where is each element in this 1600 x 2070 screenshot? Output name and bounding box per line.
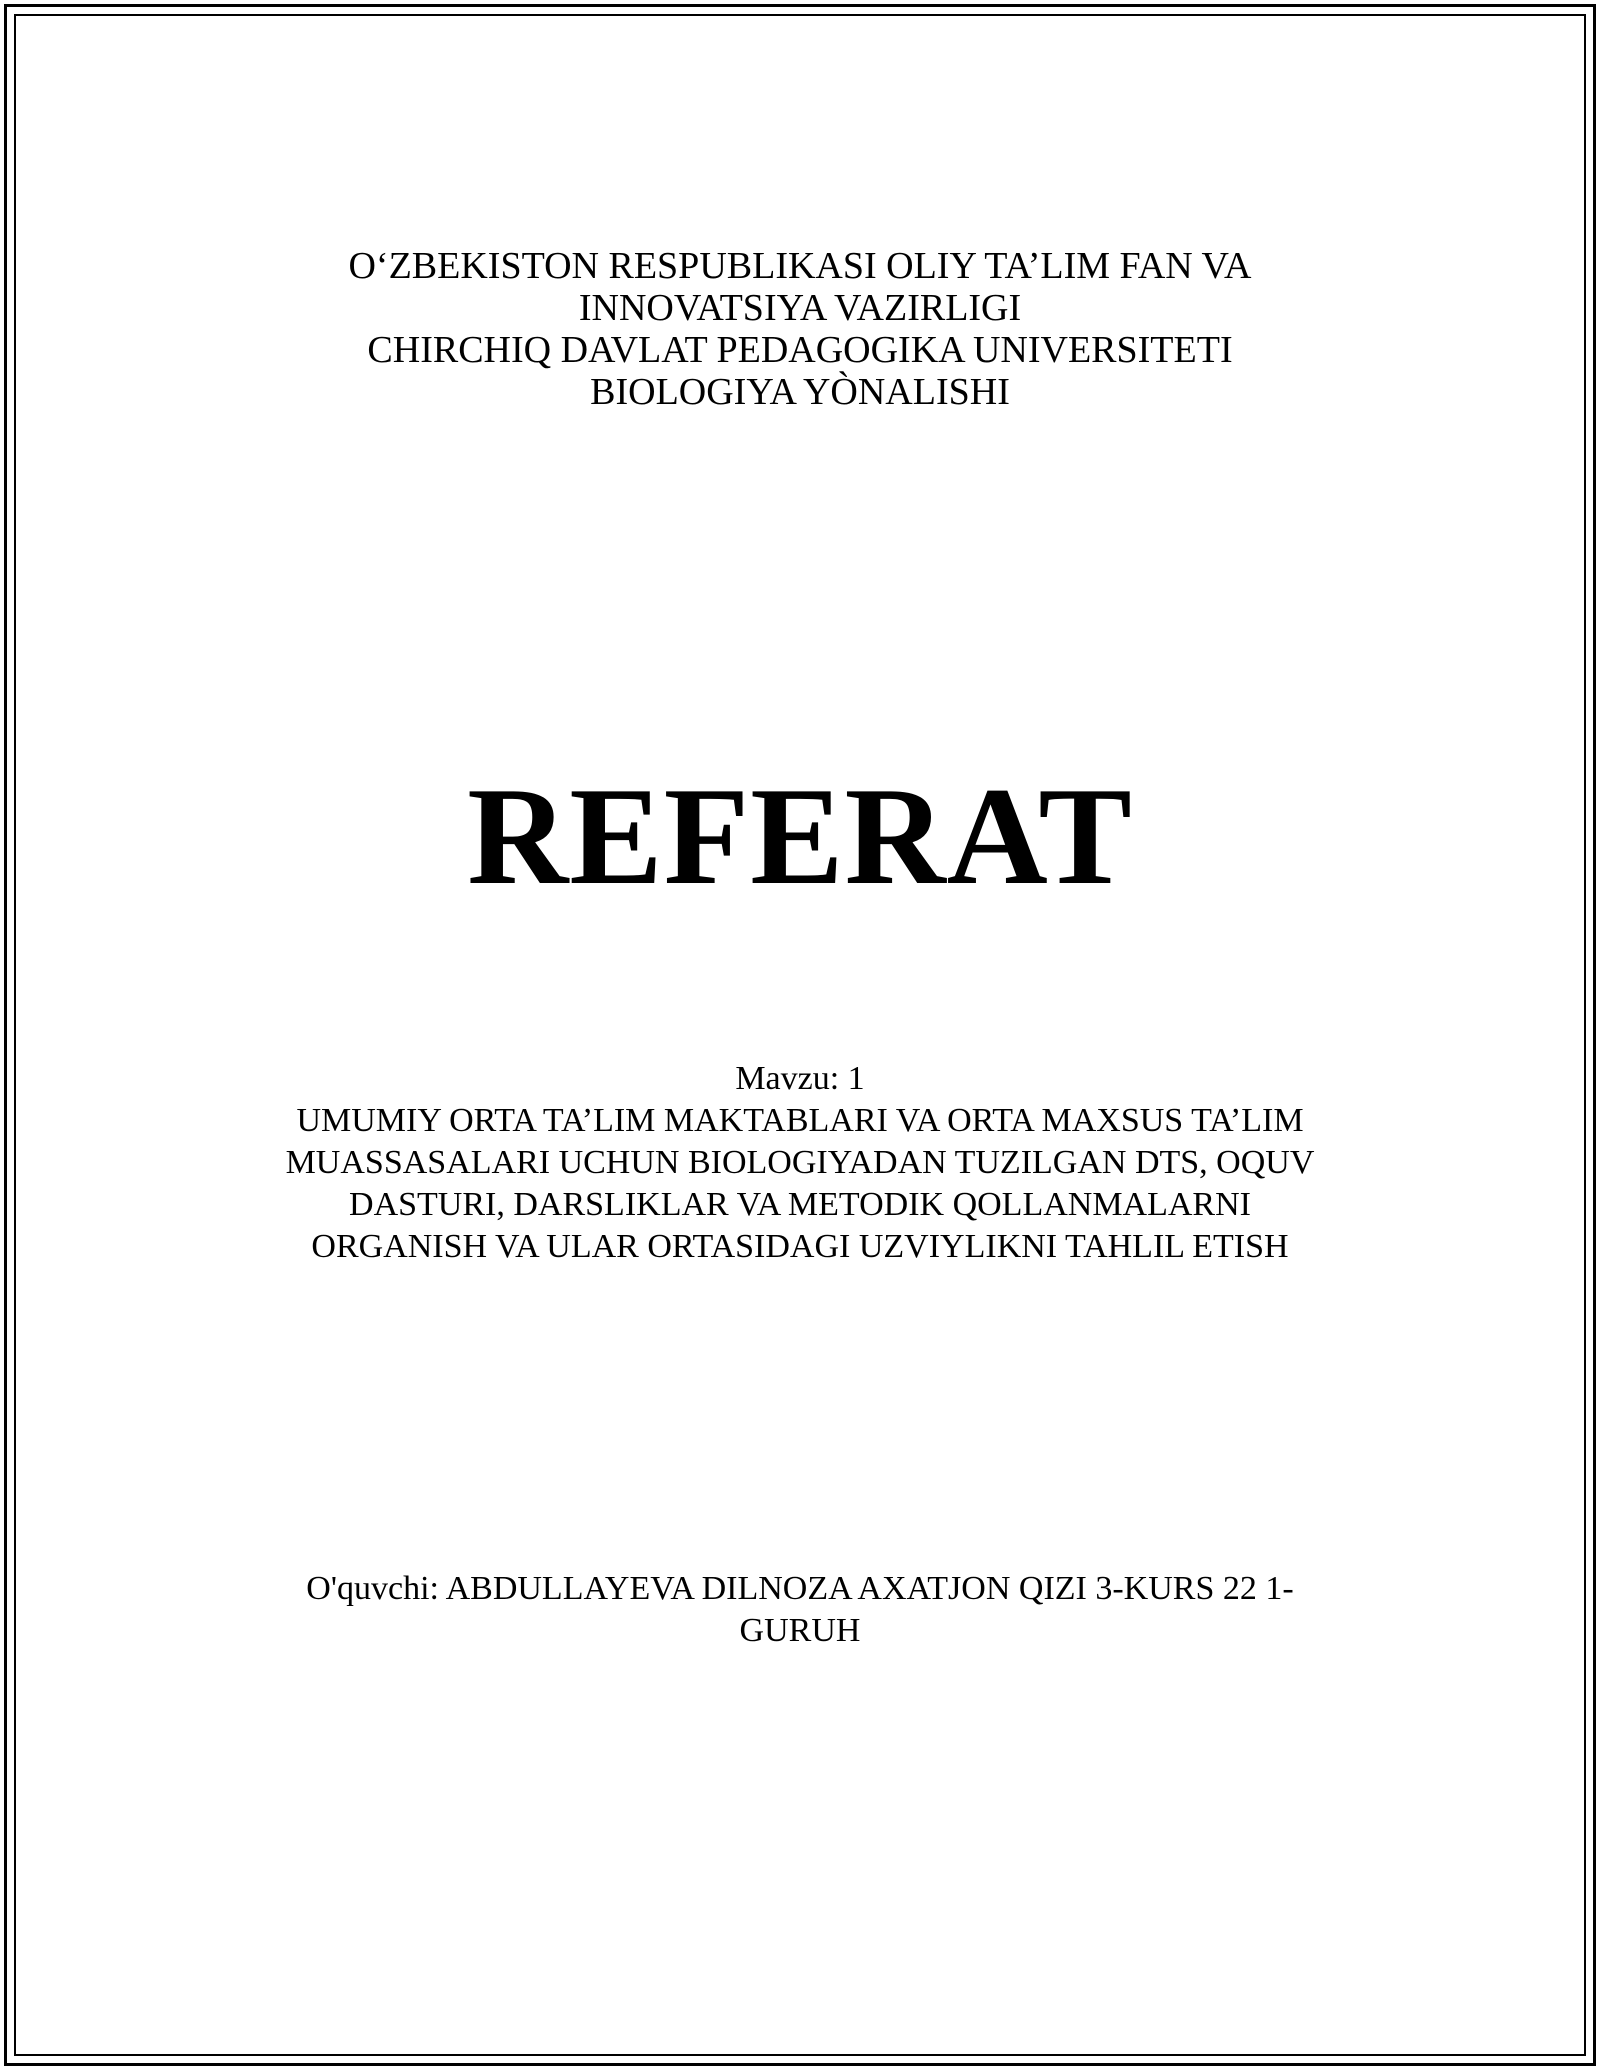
header-line-4: BIOLOGIYA YÒNALISHI: [590, 371, 1010, 413]
topic-line-3: DASTURI, DARSLIKLAR VA METODIK QOLLANMALARNI: [349, 1186, 1251, 1223]
topic-label: Mavzu: 1: [735, 1060, 865, 1097]
header-line-1: O‘ZBEKISTON RESPUBLIKASI OLIY TA’LIM FAN VA: [348, 245, 1252, 287]
topic-section: [200, 1058, 1400, 1268]
student-line-1: O'quvchi: ABDULLAYEVA DILNOZA AXATJON QIZI 3-KURS 22 1-: [306, 1570, 1294, 1607]
document-title: REFERAT: [467, 759, 1133, 914]
topic-line-2: MUASSASALARI UCHUN BIOLOGIYADAN TUZILGAN DTS, OQUV: [285, 1144, 1315, 1181]
topic-line-1: UMUMIY ORTA TA’LIM MAKTABLARI VA ORTA MAXSUS TA’LIM: [296, 1102, 1304, 1139]
student-info: [200, 1568, 1400, 1652]
topic-line-4: ORGANISH VA ULAR ORTASIDAGI UZVIYLIKNI TAHLIL ETISH: [311, 1228, 1289, 1265]
header-line-3: CHIRCHIQ DAVLAT PEDAGOGIKA UNIVERSITETI: [367, 329, 1233, 371]
header-line-2: INNOVATSIYA VAZIRLIGI: [578, 287, 1022, 329]
student-line-2: GURUH: [739, 1612, 861, 1649]
institution-header: [200, 245, 1400, 413]
